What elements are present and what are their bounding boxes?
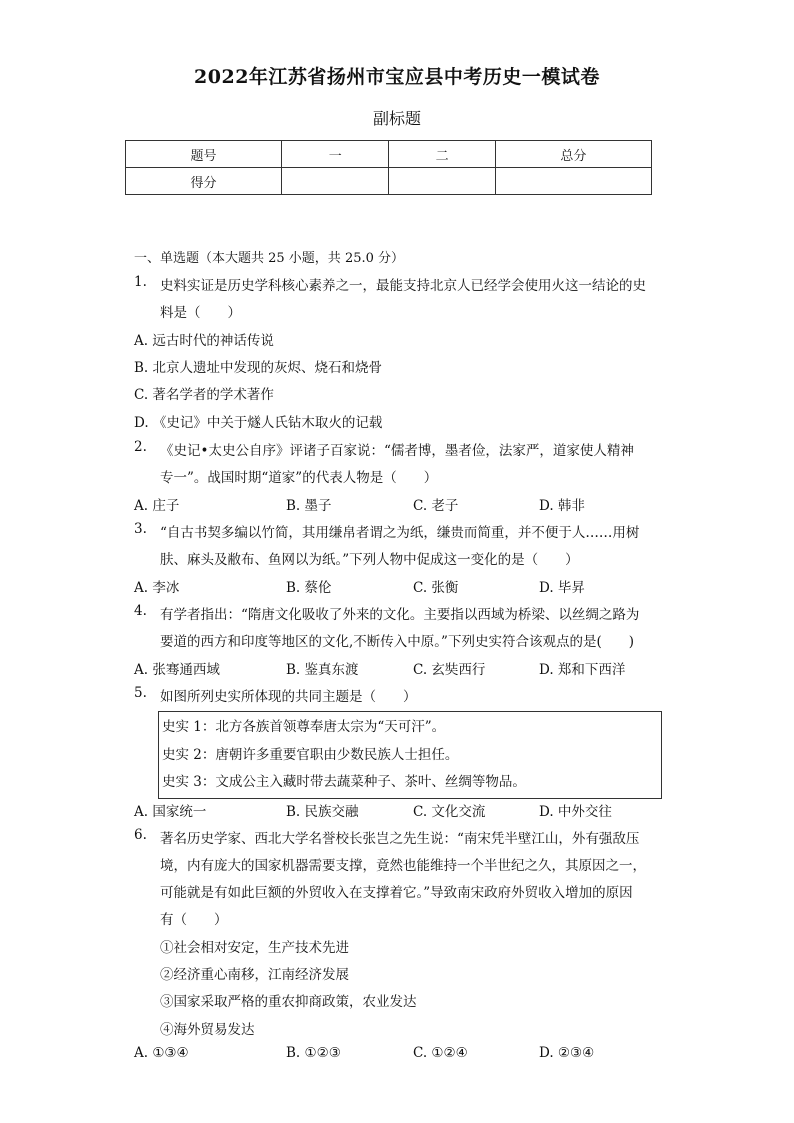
option-a[interactable]: A. 张骞通西域 [134,662,220,678]
historical-fact: 史实 2：唐朝许多重要官职由少数民族人士担任。 [162,747,459,763]
option-b[interactable]: B. 鉴真东渡 [286,662,359,678]
score-header-cell: 二 [389,141,495,168]
statement-item: ③国家采取严格的重农抑商政策，农业发达 [160,994,417,1010]
score-cell[interactable] [495,168,651,195]
option-d[interactable]: D. 《史记》中关于燧人氏钻木取火的记载 [134,415,383,431]
option-d[interactable]: D. 郑和下西洋 [539,662,626,678]
option-c[interactable]: C. ①②④ [413,1045,468,1061]
score-header-cell: 一 [282,141,389,168]
question-text-line: 《史记•太史公自序》评诸子百家说：“儒者博，墨者俭，法家严，道家使人精神 [160,443,634,459]
question-text-line: 著名历史学家、西北大学名誉校长张岂之先生说：“南宋凭半壁江山，外有强敌压 [160,831,640,847]
option-a[interactable]: A. ①③④ [134,1045,189,1061]
score-header-cell: 题号 [126,141,282,168]
option-c[interactable]: C. 张衡 [413,580,459,596]
score-table-header-row [126,141,652,168]
option-b[interactable]: B. 蔡伦 [286,580,332,596]
option-d[interactable]: D. 韩非 [539,498,585,514]
question-text-line: 如图所列史实所体现的共同主题是（ ） [160,689,417,705]
option-b[interactable]: B. ①②③ [286,1045,341,1061]
score-cell[interactable] [282,168,389,195]
score-cell[interactable] [389,168,495,195]
option-c[interactable]: C. 老子 [413,498,459,514]
option-a[interactable]: A. 国家统一 [134,804,207,820]
historical-fact: 史实 1：北方各族首领尊奉唐太宗为“天可汗”。 [162,719,446,735]
question-number: 1. [134,274,147,290]
question-number: 4. [134,603,147,619]
section-heading: 一、单选题（本大题共 25 小题，共 25.0 分） [134,251,405,266]
statement-item: ④海外贸易发达 [160,1022,255,1038]
question-text-line: 史料实证是历史学科核心素养之一，最能支持北京人已经学会使用火这一结论的史 [160,278,646,294]
option-c[interactable]: C. 文化交流 [413,804,486,820]
question-number: 2. [134,439,147,455]
question-text-line: 有学者指出：“隋唐文化吸收了外来的文化。主要指以西域为桥梁、以丝绸之路为 [160,607,640,623]
option-d[interactable]: D. 中外交往 [539,804,612,820]
option-a[interactable]: A. 远古时代的神话传说 [134,333,274,349]
question-text-line: 料是（ ） [160,305,241,321]
option-d[interactable]: D. ②③④ [539,1045,595,1061]
question-number: 3. [134,521,147,537]
option-b[interactable]: B. 墨子 [286,498,332,514]
score-header-cell: 总分 [495,141,651,168]
option-b[interactable]: B. 北京人遗址中发现的灰烬、烧石和烧骨 [134,360,383,376]
question-text-line: 专一”。战国时期“道家”的代表人物是（ ） [160,470,438,486]
exam-title: 2022年江苏省扬州市宝应县中考历史一模试卷 [194,66,600,88]
question-text-line: 境，内有庞大的国家机器需要支撑，竟然也能维持一个半世纪之久，其原因之一， [160,858,646,874]
score-row-label: 得分 [126,168,282,195]
option-d[interactable]: D. 毕昇 [539,580,585,596]
option-c[interactable]: C. 玄奘西行 [413,662,486,678]
statement-item: ②经济重心南移，江南经济发展 [160,967,349,983]
question-number: 5. [134,685,147,701]
exam-subtitle: 副标题 [372,109,421,128]
score-table [125,140,652,195]
question-text-line: 肤、麻头及敝布、鱼网以为纸。”下列人物中促成这一变化的是（ ） [160,552,579,568]
statement-item: ①社会相对安定，生产技术先进 [160,940,349,956]
question-text-line: 有（ ） [160,912,228,928]
option-a[interactable]: A. 李冰 [134,580,180,596]
option-b[interactable]: B. 民族交融 [286,804,359,820]
question-text-line: 可能就是有如此巨额的外贸收入在支撑着它。”导致南宋政府外贸收入增加的原因 [160,885,633,901]
option-a[interactable]: A. 庄子 [134,498,180,514]
option-c[interactable]: C. 著名学者的学术著作 [134,387,274,403]
score-table-score-row [126,168,652,195]
question-number: 6. [134,827,147,843]
historical-facts-box [158,711,662,799]
question-text-line: “自古书契多编以竹简，其用缣帛者谓之为纸，缣贵而简重，并不便于人……用树 [160,525,640,541]
question-text-line: 要道的西方和印度等地区的文化,不断传入中原。”下列史实符合该观点的是( ) [160,634,634,650]
historical-fact: 史实 3：文成公主入藏时带去蔬菜种子、茶叶、丝绸等物品。 [162,774,526,790]
